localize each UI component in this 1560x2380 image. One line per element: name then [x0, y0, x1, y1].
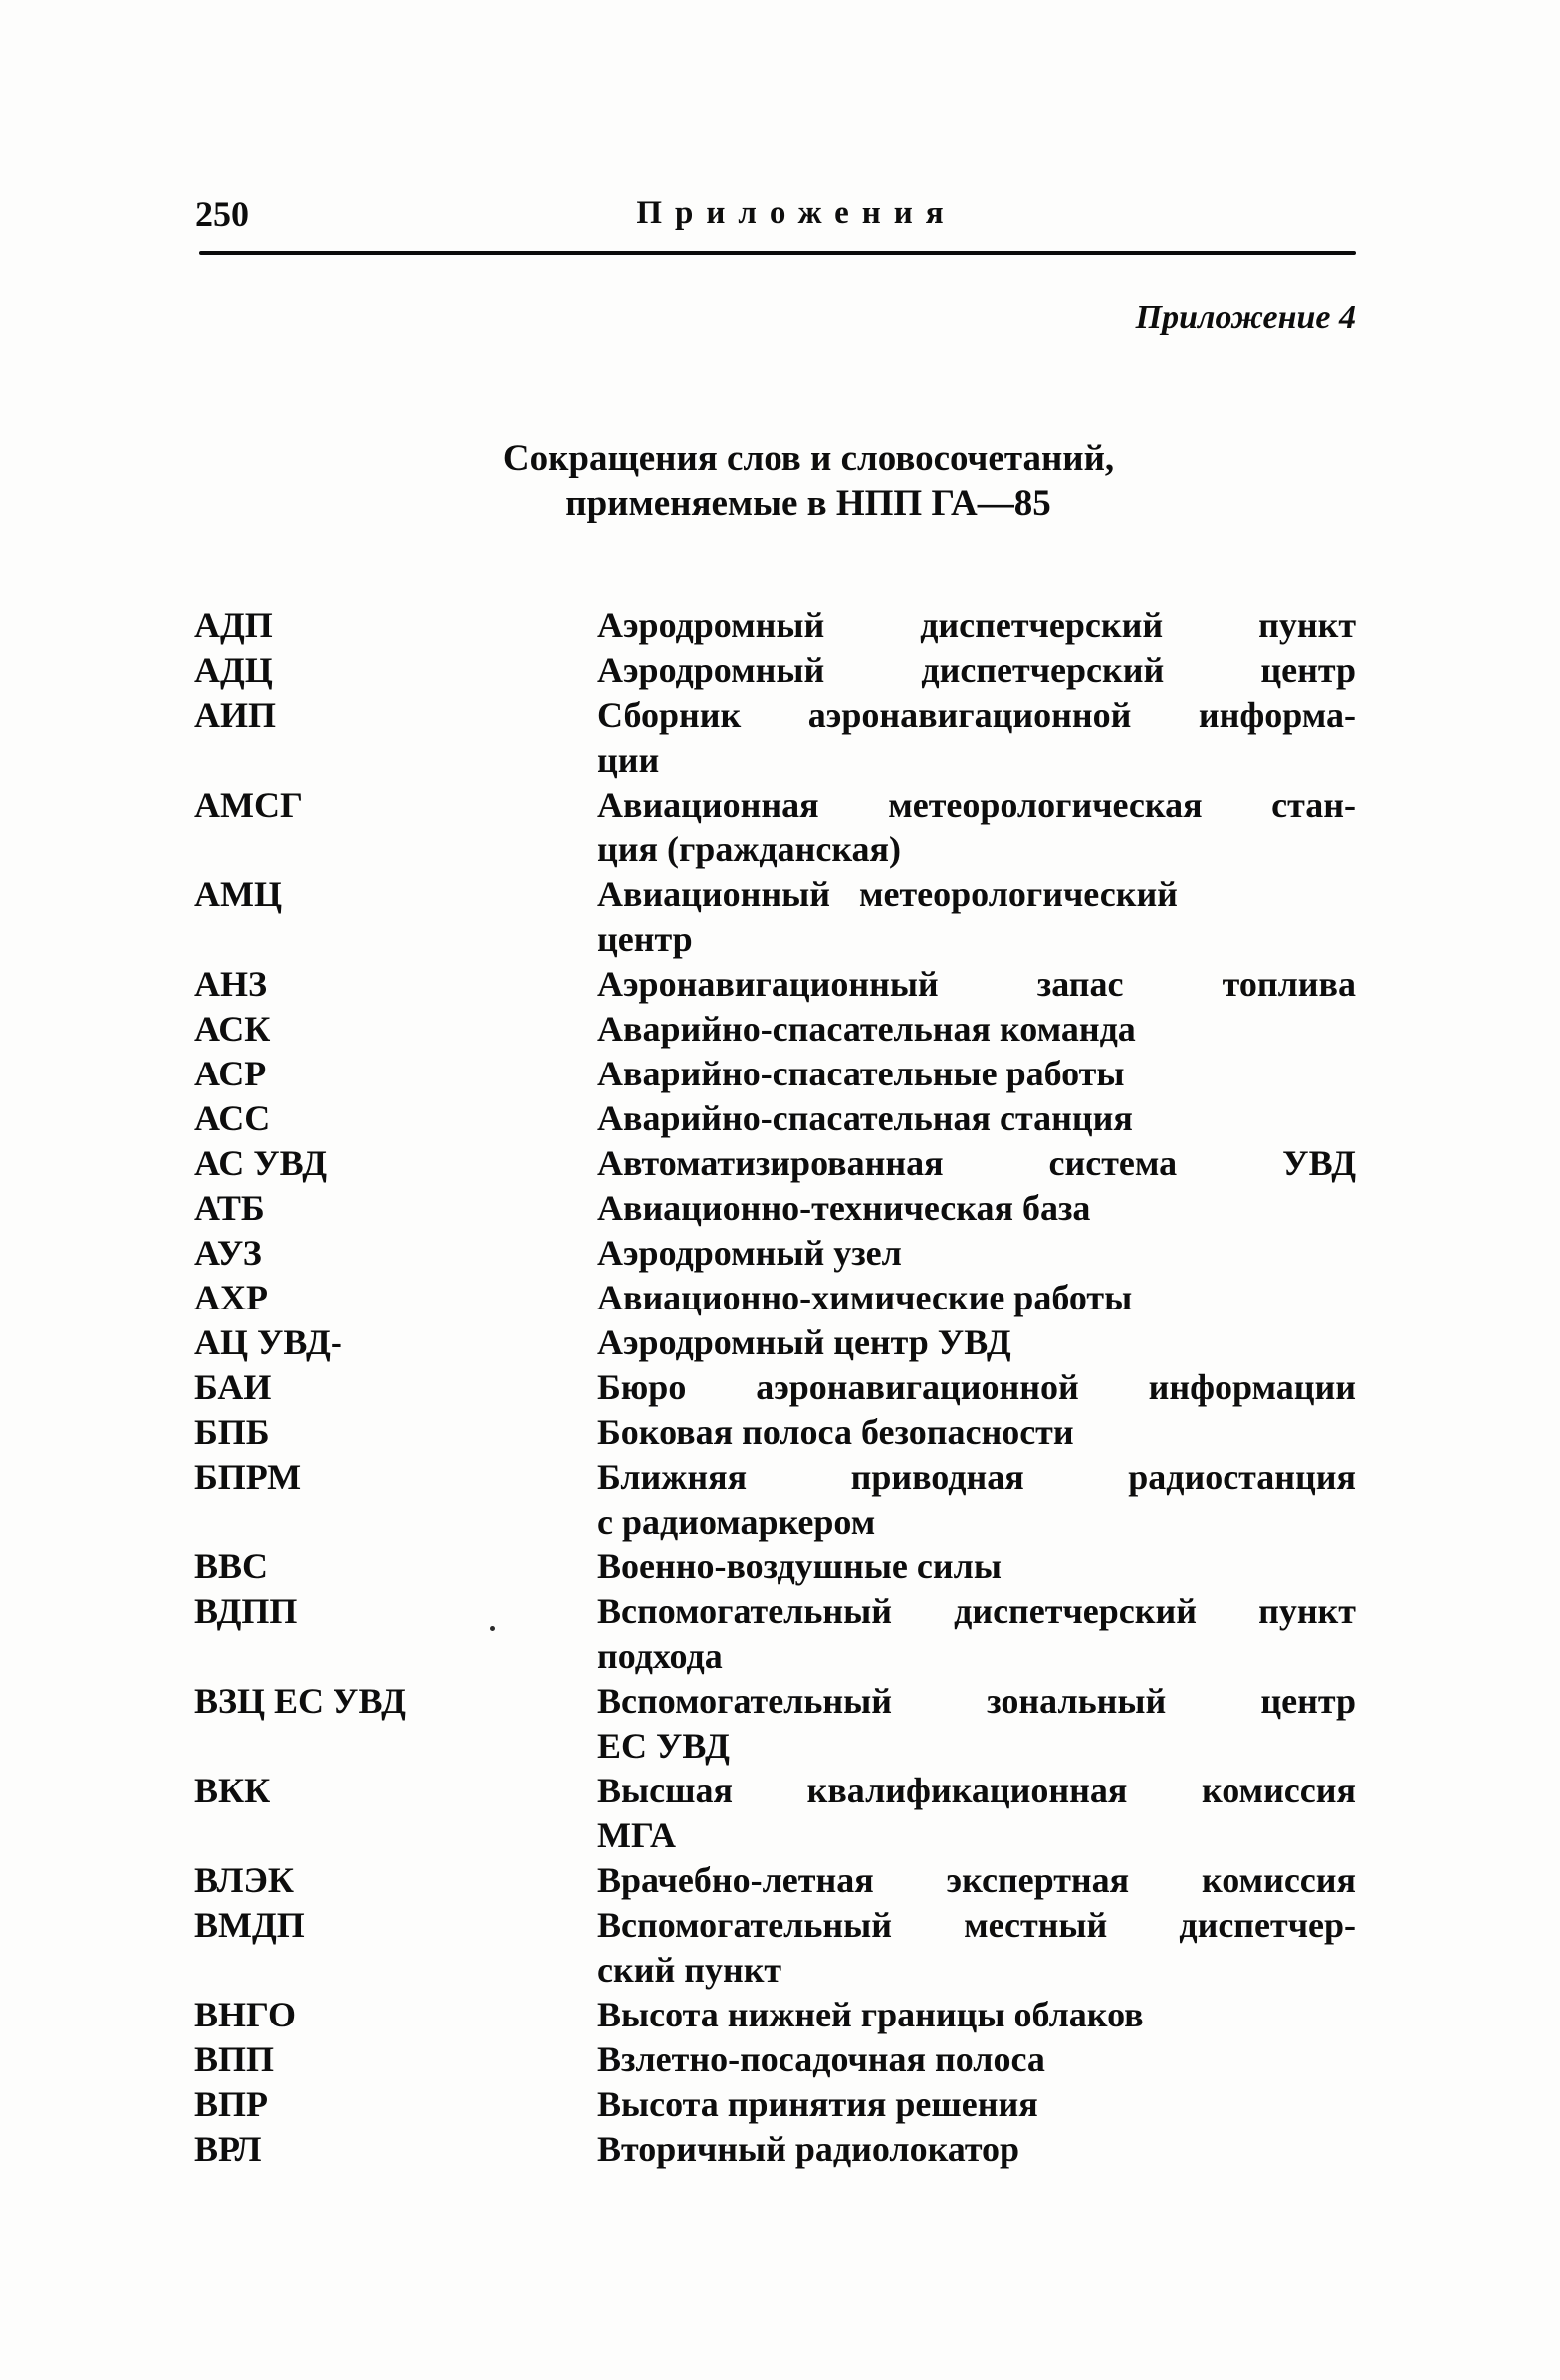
abbreviation-definition [597, 1320, 1356, 1365]
abbreviation-row [194, 1052, 1356, 1096]
abbreviation-definition [597, 962, 1356, 1007]
abbreviation-definition [597, 2082, 1356, 2127]
abbreviation-definition [597, 1545, 1356, 1589]
definition-line: ЕС УВД [597, 1726, 730, 1766]
page-number: 250 [195, 194, 249, 234]
running-header-title: Приложения [636, 195, 957, 231]
abbreviation-definition [597, 1858, 1356, 1903]
abbreviation-definition [597, 783, 1356, 872]
abbreviation-definition [597, 2127, 1356, 2172]
abbreviation-definition [597, 1589, 1356, 1679]
abbreviation-row [194, 693, 1356, 783]
abbreviation-term: АС УВД [194, 1143, 328, 1183]
abbreviation-term: АДП [194, 605, 273, 645]
definition-line: ции [597, 740, 660, 780]
abbreviation-term: АСС [194, 1098, 271, 1138]
definition-line: Аэронавигационный запас топлива [597, 964, 1356, 1004]
abbreviation-row [194, 1186, 1356, 1231]
definition-line: подхода [597, 1636, 723, 1676]
section-title-line-2: применяемые в НПП ГА—85 [565, 483, 1051, 524]
abbreviation-term: АДЦ [194, 650, 273, 690]
abbreviation-term: ВДПП [194, 1591, 298, 1631]
definition-line: Высшая квалификационная комиссия [597, 1771, 1356, 1810]
abbreviation-row [194, 1545, 1356, 1589]
abbreviation-definition [597, 603, 1356, 648]
definition-line: Аэродромный диспетчерский пункт [597, 605, 1356, 645]
abbreviation-row [194, 1858, 1356, 1903]
definition-line: МГА [597, 1815, 676, 1855]
abbreviation-row [194, 872, 1356, 962]
abbreviation-definition [597, 1231, 1356, 1276]
abbreviation-term: АХР [194, 1278, 268, 1317]
definition-line: Аварийно-спасательные работы [597, 1054, 1125, 1093]
definition-line: Авиационная метеорологическая стан- [597, 785, 1356, 825]
definition-line: Боковая полоса безопасности [597, 1412, 1074, 1452]
definition-line: Врачебно-летная экспертная комиссия [597, 1860, 1356, 1900]
definition-line: ский пункт [597, 1950, 782, 1990]
definition-line: Высота принятия решения [597, 2084, 1038, 2124]
abbreviation-definition [597, 1455, 1356, 1545]
abbreviation-list [194, 603, 1356, 2172]
abbreviation-definition [597, 1410, 1356, 1455]
abbreviation-row [194, 1410, 1356, 1455]
abbreviation-row [194, 1231, 1356, 1276]
definition-line: Авиационно-техническая база [597, 1188, 1091, 1228]
abbreviation-term: ВЗЦ ЕС УВД [194, 1681, 406, 1721]
abbreviation-row [194, 1365, 1356, 1410]
abbreviation-definition [597, 1186, 1356, 1231]
abbreviation-definition [597, 1096, 1356, 1141]
definition-line: Вспомогательный диспетчерский пункт [597, 1591, 1356, 1631]
abbreviation-row [194, 962, 1356, 1007]
abbreviation-term: АСК [194, 1009, 271, 1049]
definition-line: Аэродромный центр УВД [597, 1322, 1011, 1362]
abbreviation-term: БПРМ [194, 1457, 302, 1497]
abbreviation-term: АУЗ [194, 1233, 262, 1273]
abbreviation-term: ВРЛ [194, 2129, 262, 2169]
definition-line: с радиомаркером [597, 1502, 876, 1542]
abbreviation-definition [597, 1276, 1356, 1320]
definition-line: Взлетно-посадочная полоса [597, 2039, 1045, 2079]
abbreviation-row [194, 2082, 1356, 2127]
abbreviation-term: БПБ [194, 1412, 270, 1452]
abbreviation-row [194, 648, 1356, 693]
abbreviation-row [194, 1903, 1356, 1993]
abbreviation-row [194, 1141, 1356, 1186]
definition-line: Сборник аэронавигационной информа- [597, 695, 1356, 735]
definition-line: Аварийно-спасательная команда [597, 1009, 1136, 1049]
abbreviation-row [194, 783, 1356, 872]
definition-line: Ближняя приводная радиостанция [597, 1457, 1356, 1497]
definition-line: Вторичный радиолокатор [597, 2129, 1020, 2169]
abbreviation-row [194, 2127, 1356, 2172]
appendix-label: Приложение 4 [1135, 299, 1356, 336]
abbreviation-term: АСР [194, 1054, 267, 1093]
definition-line: Вспомогательный местный диспетчер- [597, 1905, 1356, 1945]
abbreviation-row [194, 1455, 1356, 1545]
abbreviation-row [194, 1096, 1356, 1141]
definition-line: Бюро аэронавигационной информации [597, 1367, 1356, 1407]
abbreviation-term: ВНГО [194, 1995, 297, 2034]
definition-line: Вспомогательный зональный центр [597, 1681, 1356, 1721]
abbreviation-term: ВЛЭК [194, 1860, 294, 1900]
abbreviation-definition [597, 693, 1356, 783]
abbreviation-definition [597, 1903, 1356, 1993]
abbreviation-definition [597, 1679, 1356, 1769]
scan-speck [490, 1626, 495, 1631]
abbreviation-term: АТБ [194, 1188, 265, 1228]
definition-line: Автоматизированная система УВД [597, 1143, 1356, 1183]
abbreviation-row [194, 1769, 1356, 1858]
definition-line: Аэродромный узел [597, 1233, 902, 1273]
abbreviation-row [194, 1993, 1356, 2037]
definition-line: Высота нижней границы облаков [597, 1995, 1144, 2034]
abbreviation-term: АМСГ [194, 785, 303, 825]
abbreviation-row [194, 1320, 1356, 1365]
abbreviation-row [194, 1007, 1356, 1052]
abbreviation-definition [597, 2037, 1356, 2082]
abbreviation-term: АЦ УВД- [194, 1322, 342, 1362]
abbreviation-row [194, 1589, 1356, 1679]
abbreviation-term: ВМДП [194, 1905, 305, 1945]
header-rule [199, 251, 1356, 255]
section-title-line-1: Сокращения слов и словосочетаний, [502, 438, 1115, 479]
abbreviation-row [194, 603, 1356, 648]
abbreviation-term: АИП [194, 695, 277, 735]
definition-line: ция (гражданская) [597, 830, 902, 869]
abbreviation-term: БАИ [194, 1367, 272, 1407]
definition-line: Аварийно-спасательная станция [597, 1098, 1133, 1138]
abbreviation-definition [597, 648, 1356, 693]
section-title [503, 436, 1114, 526]
definition-line: центр [597, 919, 693, 959]
abbreviation-definition [597, 1141, 1356, 1186]
abbreviation-term: ВПП [194, 2039, 275, 2079]
abbreviation-term: АМЦ [194, 874, 282, 914]
definition-line: Аэродромный диспетчерский центр [597, 650, 1356, 690]
abbreviation-definition [597, 1769, 1356, 1858]
abbreviation-term: ВВС [194, 1547, 269, 1586]
abbreviation-term: АНЗ [194, 964, 268, 1004]
definition-line: Авиационный метеорологический [597, 874, 1178, 914]
abbreviation-row [194, 1276, 1356, 1320]
definition-line: Военно-воздушные силы [597, 1547, 1002, 1586]
abbreviation-definition [597, 1993, 1356, 2037]
abbreviation-term: ВКК [194, 1771, 271, 1810]
abbreviation-definition [597, 1007, 1356, 1052]
abbreviation-definition [597, 872, 1356, 962]
definition-line: Авиационно-химические работы [597, 1278, 1133, 1317]
abbreviation-row [194, 1679, 1356, 1769]
abbreviation-definition [597, 1052, 1356, 1096]
abbreviation-definition [597, 1365, 1356, 1410]
abbreviation-term: ВПР [194, 2084, 269, 2124]
abbreviation-row [194, 2037, 1356, 2082]
